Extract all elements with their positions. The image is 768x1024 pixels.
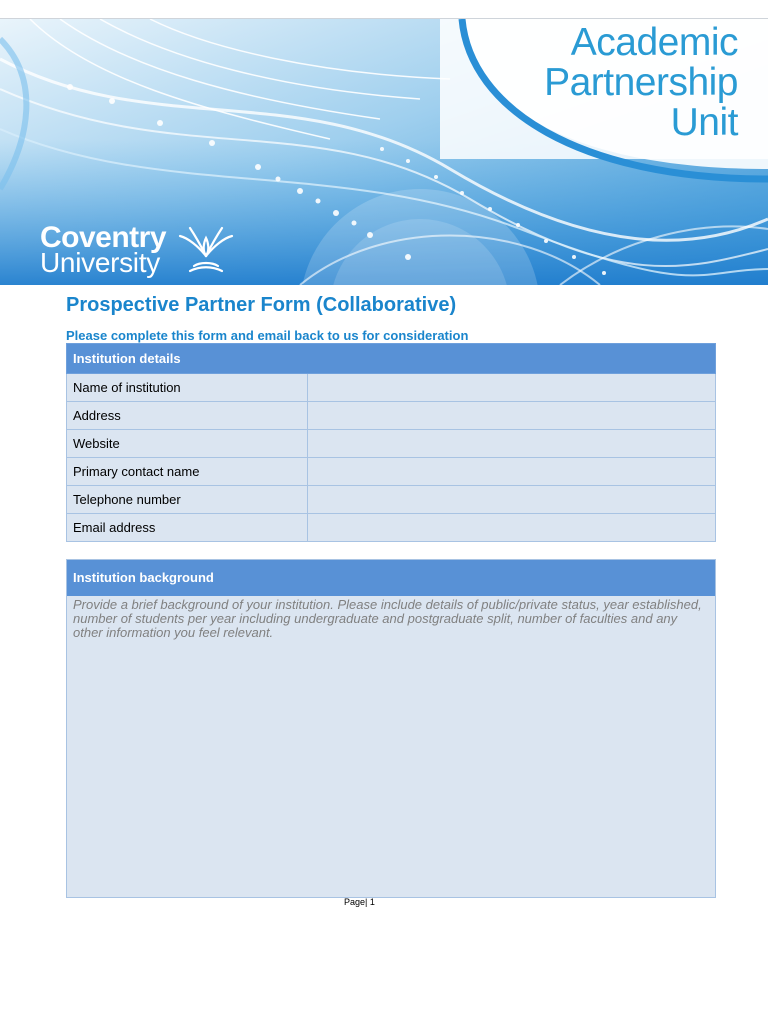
telephone-number-field[interactable]: [308, 486, 716, 514]
address-label: Address: [67, 402, 308, 430]
academic-partnership-unit-title: [544, 23, 738, 143]
table-row: [67, 486, 716, 514]
phoenix-icon: [176, 226, 236, 274]
email-address-field[interactable]: [308, 514, 716, 542]
page-number-value: 1: [369, 897, 375, 907]
institution-details-table: [66, 343, 716, 542]
name-of-institution-label: Name of institution: [67, 374, 308, 402]
logo-line-2: University: [40, 247, 160, 278]
logo-line-1: Coventry: [40, 221, 167, 254]
primary-contact-name-field[interactable]: [308, 458, 716, 486]
form-title: Prospective Partner Form (Collaborative): [66, 294, 457, 316]
unit-title-line-2: Partnership: [544, 61, 738, 104]
table-row: [67, 430, 716, 458]
institution-background-field[interactable]: Provide a brief background of your institution. Please include details of public/private status, year established, number of students per year including undergraduate and postgraduate split, number of faculties and any other information you feel relevant.: [73, 597, 702, 640]
unit-title-line-3: Unit: [670, 101, 738, 144]
institution-details-header-row: [67, 344, 716, 374]
page-label: Page: [344, 897, 366, 907]
header-banner: [0, 19, 768, 285]
primary-contact-name-label: Primary contact name: [67, 458, 308, 486]
institution-background-header: Institution background: [67, 560, 715, 596]
page-number: Page| 1: [344, 897, 375, 907]
unit-title-line-1: Academic: [570, 21, 738, 64]
table-row: [67, 374, 716, 402]
coventry-university-logo: [40, 221, 167, 278]
table-row: [67, 402, 716, 430]
institution-details-header: Institution details: [67, 344, 716, 374]
table-row: [67, 514, 716, 542]
telephone-number-label: Telephone number: [67, 486, 308, 514]
email-address-label: Email address: [67, 514, 308, 542]
website-label: Website: [67, 430, 308, 458]
address-field[interactable]: [308, 402, 716, 430]
form-instructions: Please complete this form and email back to us for consideration: [66, 328, 469, 343]
name-of-institution-field[interactable]: [308, 374, 716, 402]
institution-background-section: [66, 559, 716, 898]
table-row: [67, 458, 716, 486]
website-field[interactable]: [308, 430, 716, 458]
